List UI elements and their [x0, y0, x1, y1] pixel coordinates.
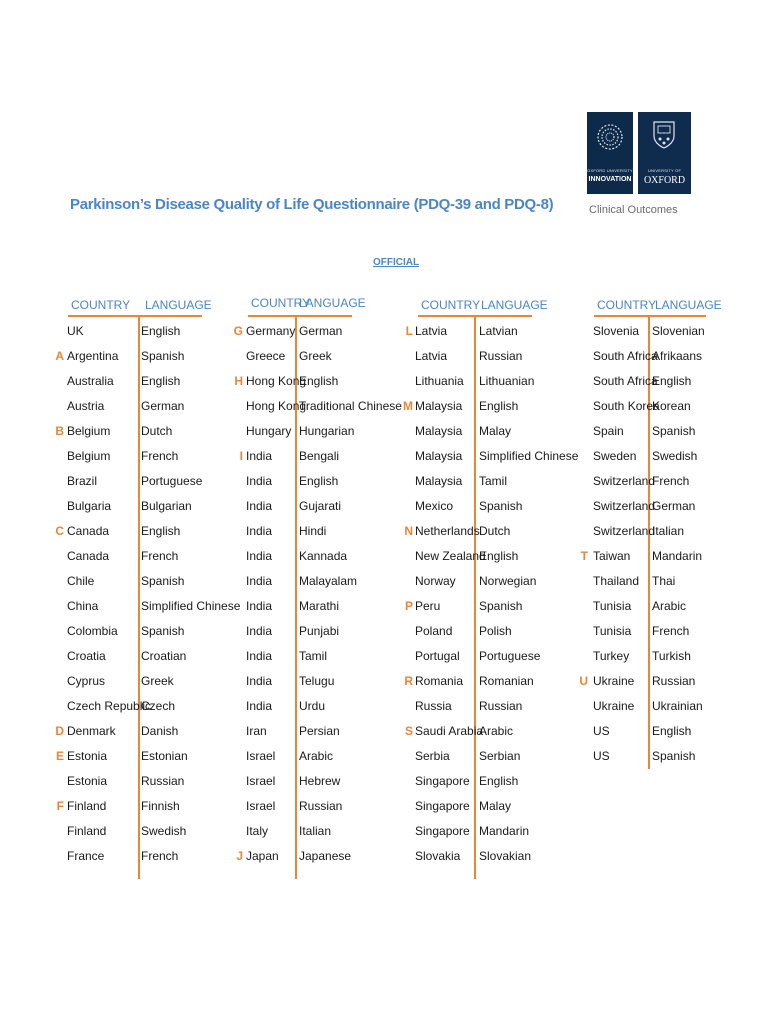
language-cell: English: [141, 324, 181, 338]
country-cell: Singapore: [415, 824, 470, 838]
country-cell: India: [246, 549, 273, 563]
country-cell: India: [246, 499, 273, 513]
language-cell: French: [141, 449, 179, 463]
language-cell: English: [652, 374, 692, 388]
language-cell: Marathi: [299, 599, 340, 613]
alpha-letter: B: [55, 424, 64, 438]
alpha-letter: I: [239, 449, 243, 463]
language-cell: German: [141, 399, 185, 413]
language-cell: French: [652, 474, 690, 488]
language-cell: Mandarin: [652, 549, 703, 563]
alpha-letter: E: [55, 749, 64, 763]
language-cell: Polish: [479, 624, 512, 638]
alpha-letter: T: [580, 549, 588, 563]
country-cell: India: [246, 624, 273, 638]
table-row: [0, 669, 770, 694]
table-row: [0, 319, 770, 344]
language-cell: Greek: [299, 349, 332, 363]
language-cell: Turkish: [652, 649, 691, 663]
oxford-logo-big-text: OXFORD: [643, 175, 686, 186]
country-cell: Greece: [246, 349, 286, 363]
country-cell: South Africa: [593, 374, 658, 388]
language-cell: Spanish: [141, 349, 185, 363]
brand-caption: Clinical Outcomes: [589, 204, 678, 216]
country-cell: India: [246, 449, 273, 463]
language-cell: Finnish: [141, 799, 180, 813]
alpha-letter: D: [55, 724, 64, 738]
language-cell: Russian: [299, 799, 343, 813]
language-cell: Malay: [479, 799, 512, 813]
country-cell: New Zealand: [415, 549, 486, 563]
alpha-letter: N: [404, 524, 413, 538]
language-cell: Dutch: [479, 524, 511, 538]
innovation-logo-small-text: OXFORD UNIVERSITY: [587, 168, 633, 173]
country-cell: Finland: [67, 799, 107, 813]
language-cell: English: [141, 524, 181, 538]
country-cell: India: [246, 574, 273, 588]
country-cell: Norway: [415, 574, 456, 588]
country-cell: Brazil: [67, 474, 98, 488]
table-row: [0, 594, 770, 619]
language-cell: Dutch: [141, 424, 173, 438]
country-cell: Tunisia: [593, 624, 632, 638]
language-cell: Hindi: [299, 524, 327, 538]
language-cell: English: [479, 774, 519, 788]
country-cell: Czech Republic: [67, 699, 152, 713]
country-cell: Serbia: [415, 749, 450, 763]
country-cell: Tunisia: [593, 599, 632, 613]
country-cell: Canada: [67, 549, 110, 563]
swirl-icon: [595, 122, 625, 152]
language-cell: Mandarin: [479, 824, 530, 838]
country-cell: Japan: [246, 849, 279, 863]
col1-header-underline: [68, 315, 202, 317]
language-cell: Tamil: [479, 474, 508, 488]
language-cell: Spanish: [141, 624, 185, 638]
table-row: [0, 494, 770, 519]
language-cell: Urdu: [299, 699, 326, 713]
language-cell: English: [479, 399, 519, 413]
country-cell: Slovakia: [415, 849, 461, 863]
country-cell: India: [246, 474, 273, 488]
oxford-logo: [638, 112, 691, 194]
alpha-letter: J: [236, 849, 243, 863]
alpha-letter: A: [55, 349, 64, 363]
country-cell: Singapore: [415, 799, 470, 813]
country-cell: Canada: [67, 524, 110, 538]
country-cell: Australia: [67, 374, 114, 388]
table-row: [0, 344, 770, 369]
table-row: [0, 419, 770, 444]
country-cell: Cyprus: [67, 674, 106, 688]
language-cell: Thai: [652, 574, 676, 588]
alpha-letter: S: [404, 724, 413, 738]
country-cell: France: [67, 849, 105, 863]
oxford-logo-small-text: UNIVERSITY OF: [647, 168, 682, 173]
language-cell: Slovenian: [652, 324, 705, 338]
country-cell: Belgium: [67, 424, 111, 438]
language-cell: German: [652, 499, 696, 513]
language-cell: Portuguese: [141, 474, 203, 488]
table-row: [0, 844, 770, 869]
language-cell: Greek: [141, 674, 174, 688]
country-cell: Israel: [246, 774, 276, 788]
country-cell: Ukraine: [593, 674, 635, 688]
country-cell: India: [246, 699, 273, 713]
country-cell: Netherlands: [415, 524, 480, 538]
country-cell: Saudi Arabia: [415, 724, 484, 738]
country-cell: Bulgaria: [67, 499, 112, 513]
language-cell: Arabic: [299, 749, 334, 763]
country-cell: Thailand: [593, 574, 640, 588]
country-cell: Finland: [67, 824, 107, 838]
language-cell: Spanish: [141, 574, 185, 588]
col2-language-header: LANGUAGE: [299, 296, 366, 310]
language-cell: English: [299, 474, 339, 488]
alpha-letter: M: [403, 399, 413, 413]
country-cell: Portugal: [415, 649, 460, 663]
country-cell: Hungary: [246, 424, 292, 438]
country-cell: Switzerland: [593, 524, 656, 538]
logo-group: [587, 112, 691, 194]
country-cell: Belgium: [67, 449, 111, 463]
language-cell: Serbian: [479, 749, 521, 763]
table-row: [0, 794, 770, 819]
country-cell: Colombia: [67, 624, 118, 638]
language-cell: Italian: [652, 524, 685, 538]
country-cell: Austria: [67, 399, 105, 413]
innovation-logo-big-text: INNOVATION: [588, 176, 632, 183]
language-cell: Simplified Chinese: [479, 449, 579, 463]
country-cell: Denmark: [67, 724, 116, 738]
language-cell: Russian: [479, 349, 523, 363]
table-row: [0, 544, 770, 569]
language-cell: English: [479, 549, 519, 563]
alpha-letter: G: [233, 324, 243, 338]
language-cell: Bulgarian: [141, 499, 192, 513]
col4-header-underline: [594, 315, 706, 317]
language-cell: Estonian: [141, 749, 188, 763]
language-cell: Arabic: [652, 599, 687, 613]
country-cell: Mexico: [415, 499, 454, 513]
table-row: [0, 619, 770, 644]
country-cell: Iran: [246, 724, 267, 738]
language-cell: Russian: [141, 774, 185, 788]
country-cell: Croatia: [67, 649, 106, 663]
language-cell: Korean: [652, 399, 691, 413]
country-cell: Malaysia: [415, 449, 463, 463]
language-cell: Spanish: [479, 499, 523, 513]
alpha-letter: F: [56, 799, 64, 813]
country-cell: Estonia: [67, 749, 108, 763]
country-cell: Latvia: [415, 349, 448, 363]
table-row: [0, 719, 770, 744]
country-cell: Peru: [415, 599, 441, 613]
table-row: [0, 819, 770, 844]
alpha-letter: U: [579, 674, 588, 688]
language-cell: German: [299, 324, 343, 338]
language-cell: Danish: [141, 724, 179, 738]
col3-country-header: COUNTRY: [421, 298, 481, 312]
country-cell: Taiwan: [593, 549, 631, 563]
language-cell: Japanese: [299, 849, 352, 863]
col2-header-underline: [248, 315, 352, 317]
language-cell: Ukrainian: [652, 699, 703, 713]
country-cell: Italy: [246, 824, 269, 838]
col1-language-header: LANGUAGE: [145, 298, 212, 312]
col4-language-header: LANGUAGE: [655, 298, 722, 312]
country-cell: India: [246, 524, 273, 538]
table-row: [0, 444, 770, 469]
country-cell: US: [593, 724, 610, 738]
country-cell: US: [593, 749, 610, 763]
language-cell: Simplified Chinese: [141, 599, 241, 613]
language-cell: French: [652, 624, 690, 638]
language-cell: English: [299, 374, 339, 388]
col3-language-header: LANGUAGE: [481, 298, 548, 312]
language-cell: Malayalam: [299, 574, 358, 588]
language-cell: Romanian: [479, 674, 534, 688]
country-cell: Malaysia: [415, 399, 463, 413]
language-cell: Persian: [299, 724, 340, 738]
country-cell: Poland: [415, 624, 453, 638]
country-cell: Switzerland: [593, 499, 656, 513]
country-cell: Chile: [67, 574, 95, 588]
country-cell: Germany: [246, 324, 296, 338]
alpha-letter: C: [55, 524, 64, 538]
crest-icon: [652, 120, 676, 150]
country-cell: Spain: [593, 424, 624, 438]
country-cell: China: [67, 599, 99, 613]
alpha-letter: L: [405, 324, 413, 338]
country-cell: Ukraine: [593, 699, 635, 713]
language-cell: Afrikaans: [652, 349, 703, 363]
language-cell: Arabic: [479, 724, 514, 738]
country-cell: Slovenia: [593, 324, 640, 338]
language-cell: Spanish: [652, 424, 696, 438]
table-row: [0, 644, 770, 669]
table-row: [0, 769, 770, 794]
country-cell: Latvia: [415, 324, 448, 338]
official-label: OFFICIAL: [373, 257, 420, 268]
alpha-letter: P: [404, 599, 413, 613]
country-cell: South Korea: [593, 399, 660, 413]
country-cell: Israel: [246, 749, 276, 763]
language-cell: French: [141, 549, 179, 563]
language-cell: Bengali: [299, 449, 340, 463]
table-row: [0, 469, 770, 494]
language-cell: Punjabi: [299, 624, 340, 638]
country-cell: Singapore: [415, 774, 470, 788]
language-cell: Croatian: [141, 649, 187, 663]
language-cell: English: [141, 374, 181, 388]
alpha-letter: H: [234, 374, 243, 388]
country-cell: Hong Kong: [246, 399, 307, 413]
table-row: [0, 519, 770, 544]
table-row: [0, 369, 770, 394]
col1-country-header: COUNTRY: [71, 298, 131, 312]
table-row: [0, 744, 770, 769]
language-cell: Gujarati: [299, 499, 342, 513]
table-row: [0, 569, 770, 594]
country-cell: India: [246, 674, 273, 688]
language-cell: Italian: [299, 824, 332, 838]
country-cell: Argentina: [67, 349, 119, 363]
language-cell: Telugu: [299, 674, 335, 688]
language-cell: Traditional Chinese: [299, 399, 402, 413]
language-cell: Slovakian: [479, 849, 532, 863]
language-cell: Russian: [652, 674, 696, 688]
country-cell: Romania: [415, 674, 464, 688]
language-cell: Norwegian: [479, 574, 537, 588]
country-cell: Russia: [415, 699, 452, 713]
col2-country-header: COUNTRY: [251, 296, 311, 310]
language-cell: Spanish: [479, 599, 523, 613]
country-cell: UK: [67, 324, 84, 338]
language-cell: Tamil: [299, 649, 328, 663]
language-cell: Swedish: [652, 449, 698, 463]
language-cell: English: [652, 724, 692, 738]
language-cell: Kannada: [299, 549, 348, 563]
country-cell: Lithuania: [415, 374, 464, 388]
table-row: [0, 694, 770, 719]
country-cell: Switzerland: [593, 474, 656, 488]
language-cell: Hungarian: [299, 424, 355, 438]
language-cell: Swedish: [141, 824, 187, 838]
country-cell: Estonia: [67, 774, 108, 788]
country-cell: South Africa: [593, 349, 658, 363]
language-cell: Portuguese: [479, 649, 541, 663]
language-cell: Hebrew: [299, 774, 341, 788]
country-cell: Sweden: [593, 449, 637, 463]
country-cell: Israel: [246, 799, 276, 813]
country-cell: Malaysia: [415, 424, 463, 438]
table-row: [0, 394, 770, 419]
country-cell: India: [246, 649, 273, 663]
country-cell: Malaysia: [415, 474, 463, 488]
language-cell: French: [141, 849, 179, 863]
country-cell: India: [246, 599, 273, 613]
alpha-letter: R: [404, 674, 413, 688]
language-cell: Czech: [141, 699, 176, 713]
country-cell: Turkey: [593, 649, 630, 663]
country-cell: Hong Kong: [246, 374, 307, 388]
language-cell: Russian: [479, 699, 523, 713]
language-cell: Latvian: [479, 324, 518, 338]
col4-country-header: COUNTRY: [597, 298, 657, 312]
innovation-logo: [587, 112, 633, 194]
language-cell: Spanish: [652, 749, 696, 763]
language-cell: Malay: [479, 424, 512, 438]
language-cell: Lithuanian: [479, 374, 535, 388]
page-title: Parkinson’s Disease Quality of Life Questionnaire (PDQ-39 and PDQ-8): [70, 196, 554, 213]
